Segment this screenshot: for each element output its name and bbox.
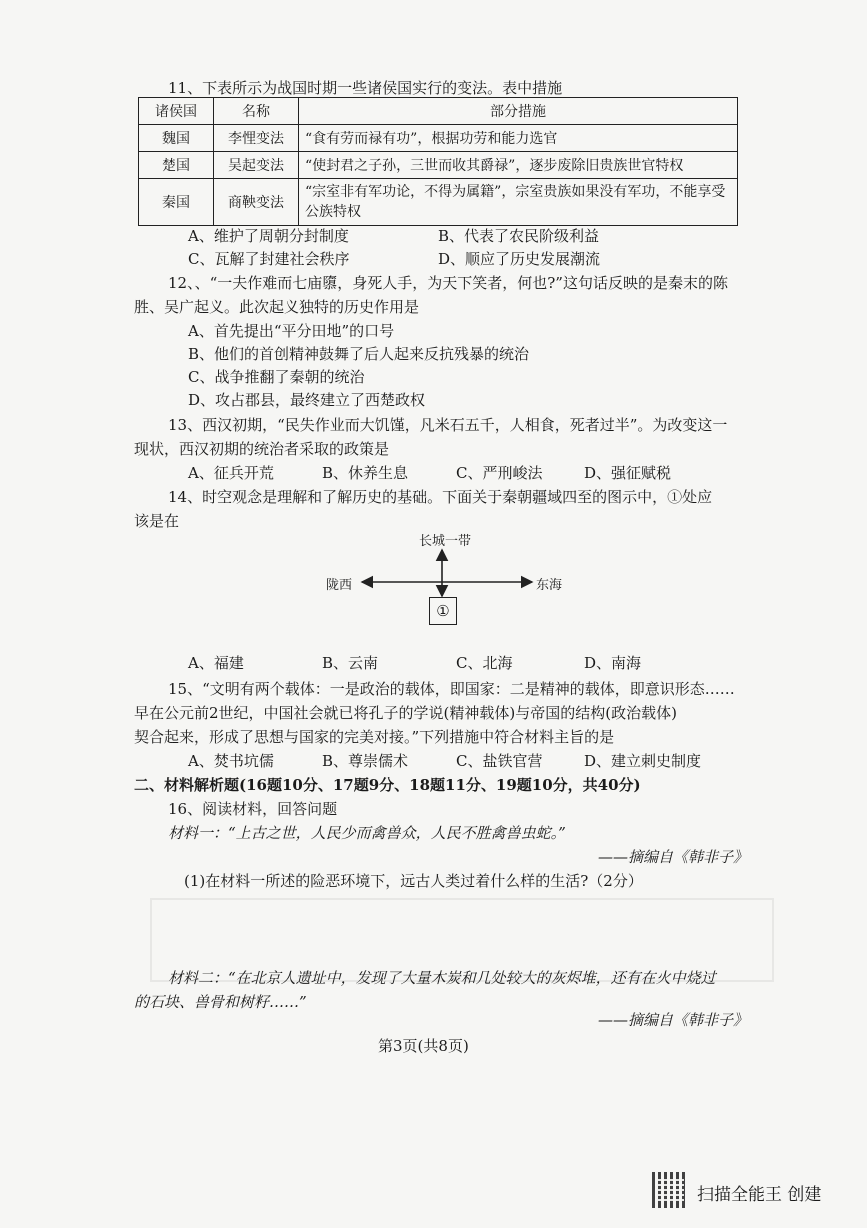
table-cell-name: 吴起变法 — [214, 152, 299, 179]
material2-line1: 材料二：“在北京人遗址中，发现了大量木炭和几处较大的灰烬堆，还有在火中烧过 — [168, 969, 716, 987]
material2-line2: 的石块、兽骨和树籽……” — [134, 993, 307, 1011]
table-header-row — [139, 98, 738, 125]
q11-option-c[interactable]: C、瓦解了封建社会秩序 — [188, 250, 350, 268]
q12-option-a[interactable]: A、首先提出“平分田地”的口号 — [188, 322, 395, 340]
q14-option-d[interactable]: D、南海 — [584, 654, 642, 672]
qin-territory-diagram — [320, 530, 580, 640]
q13-stem-line1: 13、西汉初期，“民失作业而大饥馑，凡米石五千，人相食，死者过半”。为改变这一 — [168, 416, 728, 434]
q13-option-a[interactable]: A、征兵开荒 — [188, 464, 274, 482]
q13-option-b[interactable]: B、休养生息 — [322, 464, 409, 482]
reform-table — [138, 97, 738, 226]
q12-option-b[interactable]: B、他们的首创精神鼓舞了后人起来反抗残暴的统治 — [188, 345, 530, 363]
q14-stem-line2: 该是在 — [134, 512, 180, 530]
q15-line3: 契合起来，形成了思想与国家的完美对接。”下列措施中符合材料主旨的是 — [134, 728, 615, 746]
q12-stem-line2: 胜、吴广起义。此次起义独特的历史作用是 — [134, 298, 420, 316]
table-header-name: 名称 — [214, 98, 299, 125]
diagram-label-west: 陇西 — [326, 578, 353, 593]
q15-option-d[interactable]: D、建立刺史制度 — [584, 752, 702, 770]
scanner-watermark: 扫描全能王 创建 — [697, 1185, 822, 1205]
q11-option-a[interactable]: A、维护了周朝分封制度 — [188, 227, 349, 245]
q13-stem-line2: 现状，西汉初期的统治者采取的政策是 — [134, 440, 390, 458]
q12-option-c[interactable]: C、战争推翻了秦朝的统治 — [188, 368, 365, 386]
page-number: 第3页(共8页) — [378, 1037, 469, 1055]
q13-option-c[interactable]: C、严刑峻法 — [456, 464, 543, 482]
diagram-label-north: 长城一带 — [419, 534, 472, 549]
section2-heading: 二、材料解析题(16题10分、17题9分、18题11分、19题10分，共40分) — [134, 776, 641, 794]
table-cell-name: 李悝变法 — [214, 125, 299, 152]
q16-stem: 16、阅读材料，回答问题 — [168, 800, 338, 818]
table-row — [139, 125, 738, 152]
q12-stem-line1: 12、、“一夫作难而七庙隳，身死人手，为天下笑者，何也?”这句话反映的是秦末的陈 — [168, 274, 728, 292]
material2-source: ——摘编自《韩非子》 — [598, 1011, 749, 1029]
table-row — [139, 179, 738, 226]
diagram-marker-box: ① — [429, 597, 457, 625]
table-header-state: 诸侯国 — [139, 98, 214, 125]
q11-option-d[interactable]: D、顺应了历史发展潮流 — [438, 250, 601, 268]
q15-option-a[interactable]: A、焚书坑儒 — [188, 752, 274, 770]
table-header-measures: 部分措施 — [299, 98, 738, 125]
table-cell-name: 商鞅变法 — [214, 179, 299, 226]
material1-text: 材料一：“上古之世，人民少而禽兽众，人民不胜禽兽虫蛇。” — [168, 824, 566, 842]
material1-source: ——摘编自《韩非子》 — [598, 848, 749, 866]
q13-option-d[interactable]: D、强征赋税 — [584, 464, 672, 482]
q14-stem-line1: 14、时空观念是理解和了解历史的基础。下面关于秦朝疆域四至的图示中，①处应 — [168, 488, 713, 506]
q14-option-b[interactable]: B、云南 — [322, 654, 379, 672]
q14-option-a[interactable]: A、福建 — [188, 654, 244, 672]
table-cell-measures: “使封君之子孙，三世而收其爵禄”，逐步废除旧贵族世官特权 — [299, 152, 738, 179]
q15-option-b[interactable]: B、尊崇儒术 — [322, 752, 409, 770]
q15-line1: 15、“文明有两个载体：一是政治的载体，即国家：二是精神的载体，即意识形态…… — [168, 680, 735, 698]
table-cell-state: 秦国 — [139, 179, 214, 226]
table-cell-state: 魏国 — [139, 125, 214, 152]
table-cell-measures: “宗室非有军功论，不得为属籍”，宗室贵族如果没有军功，不能享受公族特权 — [299, 179, 738, 226]
table-row — [139, 152, 738, 179]
diagram-label-east: 东海 — [536, 578, 563, 593]
q11-option-b[interactable]: B、代表了农民阶级利益 — [438, 227, 600, 245]
q15-line2: 早在公元前2世纪，中国社会就已将孔子的学说(精神载体)与帝国的结构(政治载体) — [134, 704, 677, 722]
qr-code-icon — [652, 1172, 688, 1208]
q16-sub1: (1)在材料一所述的险恶环境下，远古人类过着什么样的生活?（2分） — [184, 872, 643, 890]
q15-option-c[interactable]: C、盐铁官营 — [456, 752, 543, 770]
q11-stem: 11、下表所示为战国时期一些诸侯国实行的变法。表中措施 — [168, 79, 563, 97]
table-cell-measures: “食有劳而禄有功”，根据功劳和能力选官 — [299, 125, 738, 152]
q12-option-d[interactable]: D、攻占郡县，最终建立了西楚政权 — [188, 391, 426, 409]
q14-option-c[interactable]: C、北海 — [456, 654, 513, 672]
table-cell-state: 楚国 — [139, 152, 214, 179]
